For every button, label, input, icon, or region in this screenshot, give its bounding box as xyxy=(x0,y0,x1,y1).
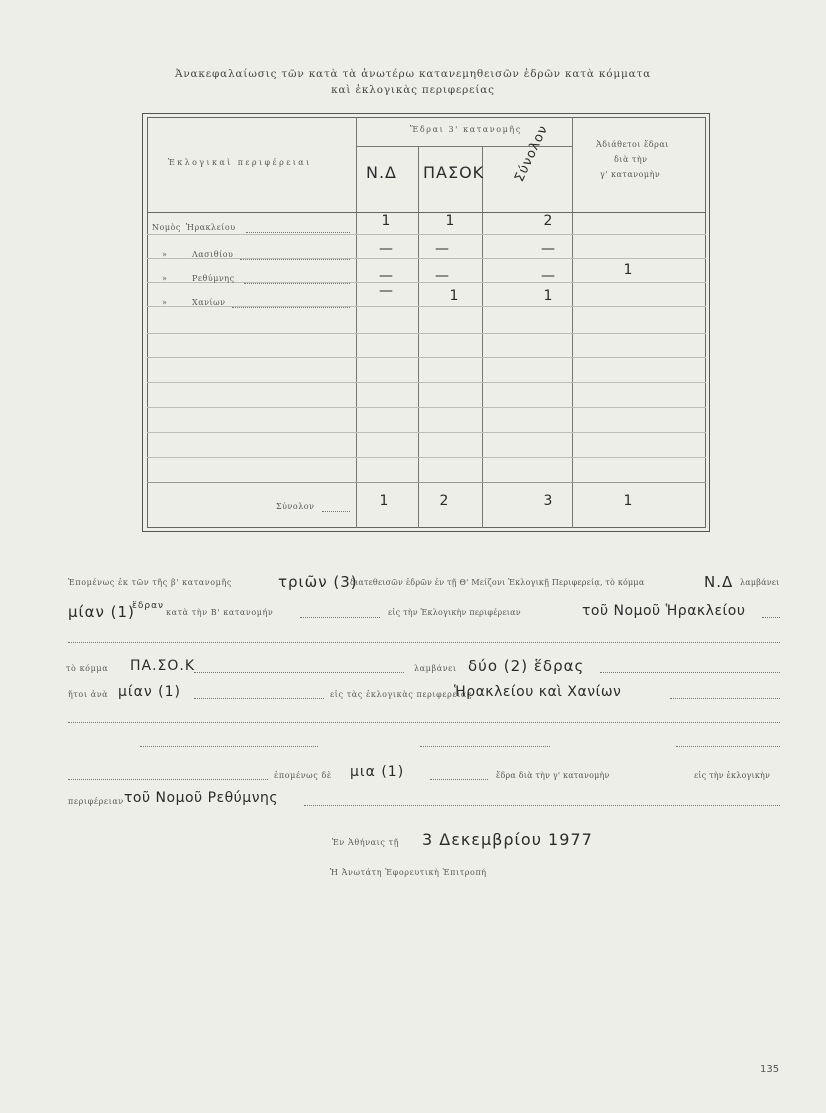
row-prefix: Νομὸς xyxy=(152,223,181,232)
row-line xyxy=(147,432,706,433)
document-title-line2: καὶ ἐκλογικὰς περιφερείας xyxy=(331,84,495,96)
body-line2-hand-1b: ἕδραν xyxy=(132,601,165,611)
dot-leader xyxy=(140,746,318,747)
col-pasok-header: ΠΑΣΟΚ xyxy=(423,163,485,182)
body-line1-hand-2: Ν.Δ xyxy=(704,573,734,591)
document-title-line1: Ἀνακεφαλαίωσις τῶν κατὰ τὰ ἀνωτέρω κατανεμηθεισῶν ἑδρῶν κατὰ κόμματα xyxy=(174,68,652,80)
dot-leader xyxy=(68,779,268,780)
row-pasok-value: — xyxy=(435,268,449,284)
body-line4-hand-2: δύο (2) ἕδρας xyxy=(468,657,585,675)
row-prefix: » xyxy=(162,250,168,259)
col-transfer-header-line3: γ' κατανομὴν xyxy=(600,170,661,179)
dot-leader xyxy=(194,698,324,699)
body-line8-text-b: ἕδρα διὰ τὴν γ' κατανομὴν xyxy=(496,771,610,780)
col-nd-header: Ν.Δ xyxy=(366,163,397,182)
page-number: 135 xyxy=(760,1064,780,1075)
row-line xyxy=(147,234,706,235)
total-nd-value: 1 xyxy=(379,493,389,509)
body-line2-hand-2: τοῦ Νομοῦ Ἡρακλείου xyxy=(582,603,746,619)
row-pasok-value: — xyxy=(435,241,449,257)
row-pasok-value: 1 xyxy=(445,213,455,229)
row-region-name: Λασιθίου xyxy=(192,250,234,259)
row-pasok-value: 1 xyxy=(449,288,459,304)
body-line8-text-c: εἰς τὴν ἐκλογικὴν xyxy=(694,771,771,780)
total-total-value: 3 xyxy=(543,493,553,509)
col-region-header: Ἐκλογικαὶ περιφέρειαι xyxy=(168,158,312,167)
row-line xyxy=(147,306,706,307)
row-nd-value: — xyxy=(379,268,393,284)
col-divider-nd xyxy=(418,147,419,528)
body-line4-text-b: λαμβάνει xyxy=(414,664,457,673)
body-line5-text-b: εἰς τὰς ἐκλογικὰς περιφερείας xyxy=(330,690,472,699)
body-line2-hand-1: μίαν (1) xyxy=(68,603,135,621)
row-total-value: 2 xyxy=(543,213,553,229)
date-handwritten: 3 Δεκεμβρίου 1977 xyxy=(422,830,593,849)
row-line xyxy=(147,333,706,334)
body-line4-hand-1: ΠΑ.ΣΟ.Κ xyxy=(130,658,196,674)
body-line8-text-a: ἐπομένως δὲ xyxy=(274,771,332,780)
row-total-value: — xyxy=(541,241,555,257)
body-line2-text-a: κατὰ τὴν Β' κατανομήν xyxy=(166,608,274,617)
body-line2-text-b: εἰς τὴν Ἐκλογικὴν περιφέρειαν xyxy=(388,608,521,617)
signature-label: Ἡ Ἀνωτάτη Ἐφορευτικὴ Ἐπιτροπή xyxy=(330,868,487,877)
row-line xyxy=(147,382,706,383)
body-line5-hand-2: Ἡρακλείου καὶ Χανίων xyxy=(454,684,622,700)
dot-leader xyxy=(232,307,350,308)
dot-leader xyxy=(68,722,780,723)
dot-leader xyxy=(68,642,780,643)
row-line xyxy=(147,457,706,458)
dot-leader xyxy=(240,259,350,260)
body-line5-text-a: ἤτοι ἀνὰ xyxy=(68,690,109,699)
total-label: Σύνολον xyxy=(276,502,315,511)
dot-leader xyxy=(244,283,350,284)
row-nd-value: — xyxy=(379,283,393,299)
col-divider-pasok xyxy=(482,147,483,528)
dot-leader xyxy=(670,698,780,699)
dot-leader xyxy=(322,511,350,512)
row-prefix: » xyxy=(162,298,168,307)
row-transfer-value: 1 xyxy=(623,262,633,278)
row-region-name: Ρεθύμνης xyxy=(192,274,235,283)
dot-leader xyxy=(430,779,488,780)
col-transfer-header-line1: Ἀδιάθετοι ἕδραι xyxy=(596,140,669,149)
body-line1-text-c: λαμβάνει xyxy=(740,578,780,587)
dot-leader xyxy=(420,746,550,747)
dot-leader xyxy=(676,746,780,747)
row-prefix: » xyxy=(162,274,168,283)
date-text: Ἐν Ἀθήναις τῇ xyxy=(332,838,400,847)
dot-leader xyxy=(300,617,380,618)
dot-leader xyxy=(762,617,780,618)
body-line1-hand-1: τριῶν (3) xyxy=(278,573,358,591)
row-total-value: — xyxy=(541,268,555,284)
col-transfer-header-line2: διὰ τὴν xyxy=(614,155,648,164)
dot-leader xyxy=(304,805,780,806)
total-pasok-value: 2 xyxy=(439,493,449,509)
body-line9-hand-1: τοῦ Νομοῦ Ρεθύμνης xyxy=(124,790,279,806)
row-line xyxy=(147,357,706,358)
dot-leader xyxy=(600,672,780,673)
col-total-header: Σύνολον xyxy=(512,122,552,185)
body-line1-text-b: διατεθεισῶν ἑδρῶν ἐν τῇ Θ' Μείζονι Ἐκλογικῇ Περιφερείᾳ, τὸ κόμμα xyxy=(350,578,645,587)
dot-leader xyxy=(194,672,404,673)
body-line1-text-a: Ἑπομένως ἐκ τῶν τῆς β' κατανομῆς xyxy=(68,578,232,587)
row-region-name: Ἡρακλείου xyxy=(186,223,236,232)
group-header: Ἕδραι 3' κατανομῆς xyxy=(410,125,522,134)
body-line8-hand-1: μια (1) xyxy=(350,764,405,780)
body-line4-text-a: τὸ κόμμα xyxy=(66,664,109,673)
row-nd-value: — xyxy=(379,241,393,257)
col-divider-total xyxy=(572,117,573,528)
col-divider-region xyxy=(356,117,357,528)
total-transfer-value: 1 xyxy=(623,493,633,509)
dot-leader xyxy=(246,232,350,233)
total-row-line xyxy=(147,482,706,483)
body-line9-text-a: περιφέρειαν xyxy=(68,797,124,806)
row-total-value: 1 xyxy=(543,288,553,304)
row-region-name: Χανίων xyxy=(192,298,226,307)
row-line xyxy=(147,407,706,408)
row-nd-value: 1 xyxy=(381,213,391,229)
body-line5-hand-1: μίαν (1) xyxy=(118,684,181,700)
